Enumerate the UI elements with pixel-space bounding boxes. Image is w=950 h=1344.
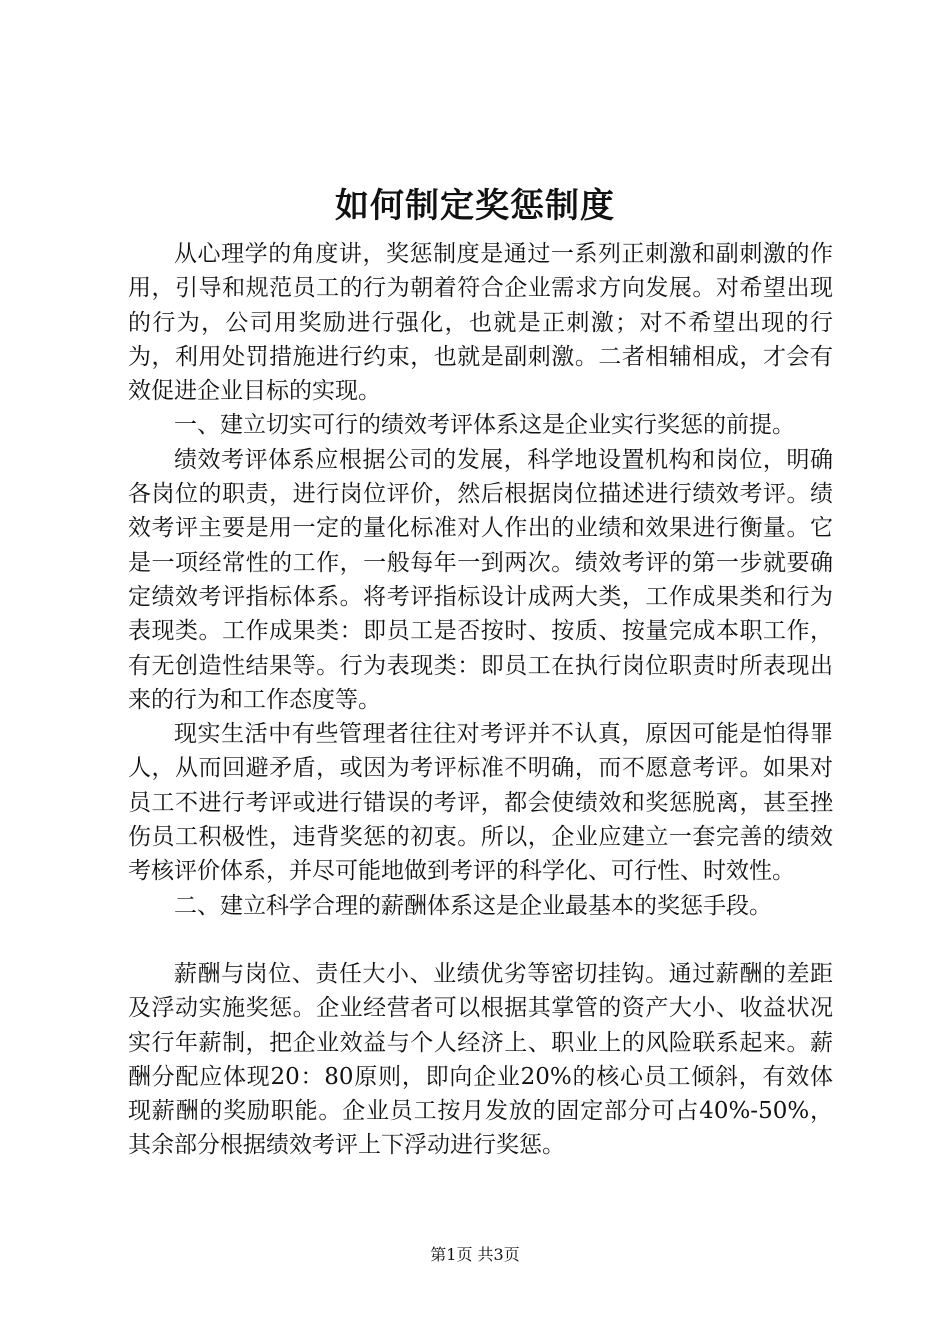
paragraph-performance-system: 绩效考评体系应根据公司的发展，科学地设置机构和岗位，明确各岗位的职责，进行岗位评价，然后根据岗位描述进行绩效考评。绩效考评主要是用一定的量化标准对人作出的业绩和效果进行衡量。它是一项经常性的工作，一般每年一到两次。绩效考评的第一步就要确定绩效考评指标体系。将考评指标设计成两大类，工作成果类和行为表现类。工作成果类：即员工是否按时、按质、按量完成本职工作，有无创造性结果等。行为表现类：即员工在执行岗位职责时所表现出来的行为和工作态度等。 xyxy=(128,446,833,713)
paragraph-intro: 从心理学的角度讲，奖惩制度是通过一系列正刺激和副刺激的作用，引导和规范员工的行为朝着符合企业需求方向发展。对希望出现的行为，公司用奖励进行强化，也就是正刺激；对不希望出现的行为，利用处罚措施进行约束，也就是副刺激。二者相辅相成，才会有效促进企业目标的实现。 xyxy=(128,241,833,405)
document-body xyxy=(128,237,833,1163)
heading-section-1: 一、建立切实可行的绩效考评体系这是企业实行奖惩的前提。 xyxy=(174,412,795,439)
paragraph-evaluation-reality: 现实生活中有些管理者往往对考评并不认真，原因可能是怕得罪人，从而回避矛盾，或因为考评标准不明确，而不愿意考评。如果对员工不进行考评或进行错误的考评，都会使绩效和奖惩脱离，甚至挫伤员工积极性，违背奖惩的初衷。所以，企业应建立一套完善的绩效考核评价体系，并尽可能地做到考评的科学化、可行性、时效性。 xyxy=(128,721,833,885)
heading-section-2: 二、建立科学合理的薪酬体系这是企业最基本的奖惩手段。 xyxy=(174,892,772,919)
paragraph-salary: 薪酬与岗位、责任大小、业绩优劣等密切挂钩。通过薪酬的差距及浮动实施奖惩。企业经营者可以根据其掌管的资产大小、收益状况实行年薪制，把企业效益与个人经济上、职业上的风险联系起来。薪酬分配应体现20：80原则，即向企业20%的核心员工倾斜，有效体现薪酬的奖励职能。企业员工按月发放的固定部分可占40%-50%，其余部分根据绩效考评上下浮动进行奖惩。 xyxy=(128,960,833,1159)
document-title: 如何制定奖惩制度 xyxy=(335,186,615,226)
page-number: 第1页 共3页 xyxy=(430,1245,520,1264)
